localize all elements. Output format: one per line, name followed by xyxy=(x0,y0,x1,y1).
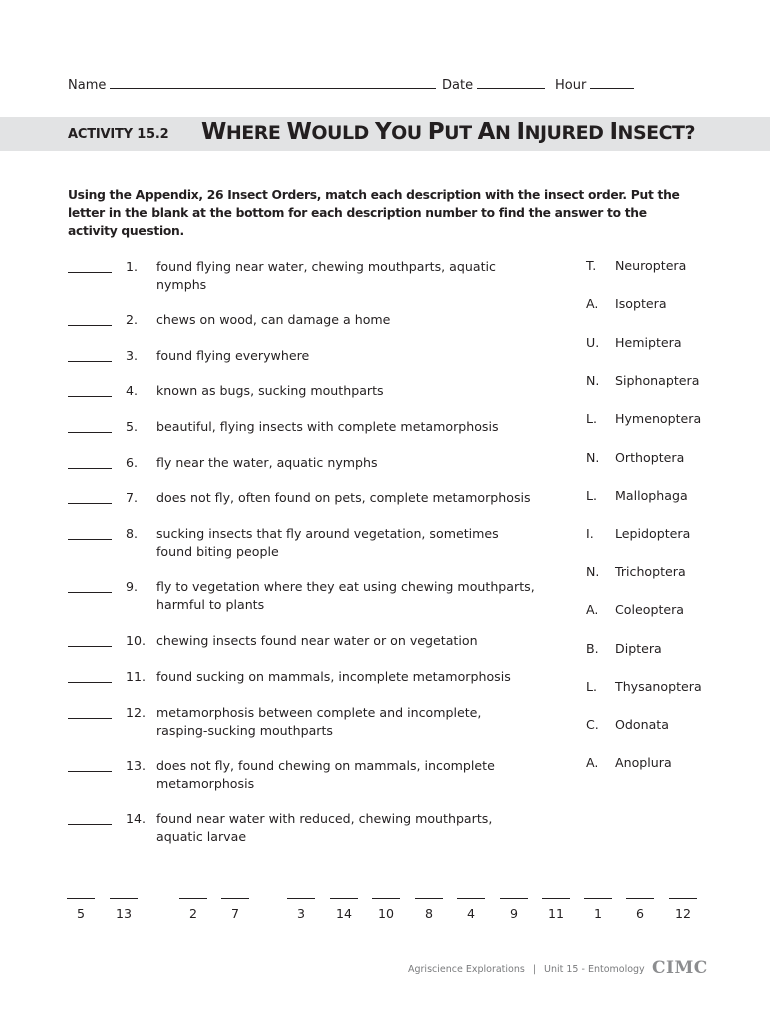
activity-label: ACTIVITY 15.2 xyxy=(68,127,169,142)
question-number: 7. xyxy=(126,490,139,505)
final-blank-number: 13 xyxy=(115,906,133,921)
final-blank[interactable] xyxy=(330,896,358,921)
option-order: Diptera xyxy=(615,641,662,656)
answer-blank[interactable] xyxy=(68,325,112,326)
question-number: 12. xyxy=(126,705,147,720)
final-blank[interactable] xyxy=(584,896,612,921)
option-letter: A. xyxy=(586,602,599,617)
instructions: Using the Appendix, 26 Insect Orders, match each description with the insect order. Put the letter in the blank at the bottom for each description number to find the answer to the activity question. xyxy=(68,188,680,238)
question-number: 8. xyxy=(126,526,139,541)
option-order: Hemiptera xyxy=(615,335,682,350)
name-line[interactable] xyxy=(110,76,436,89)
final-blank[interactable] xyxy=(415,896,443,921)
final-blank[interactable] xyxy=(221,896,249,921)
final-blank-number: 12 xyxy=(674,906,692,921)
final-blank-number: 3 xyxy=(296,906,305,921)
answer-blank[interactable] xyxy=(68,682,112,683)
option-letter: A. xyxy=(586,296,599,311)
question-number: 14. xyxy=(126,811,147,826)
page-title xyxy=(201,119,695,145)
title-cap: I xyxy=(609,119,618,145)
option-order: Odonata xyxy=(615,717,669,732)
answer-blank[interactable] xyxy=(68,646,112,647)
option-letter: L. xyxy=(586,679,598,694)
name-label: Name xyxy=(68,78,107,93)
question-number: 10. xyxy=(126,633,147,648)
final-blank-number: 7 xyxy=(230,906,239,921)
answer-blank[interactable] xyxy=(68,718,112,719)
option-letter: B. xyxy=(586,641,599,656)
title-cap: Y xyxy=(374,119,392,145)
question-text: found sucking on mammals, incomplete metamorphosis xyxy=(156,669,511,684)
final-blank-number: 4 xyxy=(466,906,475,921)
footer-book: Agriscience Explorations xyxy=(408,964,525,975)
option-order: Hymenoptera xyxy=(615,411,702,426)
question-number: 13. xyxy=(126,758,147,773)
question-number: 3. xyxy=(126,348,139,363)
final-blank-number: 8 xyxy=(424,906,433,921)
question-text: found flying near water, chewing mouthparts, aquatic nymphs xyxy=(156,259,496,292)
question-number: 4. xyxy=(126,383,139,398)
answer-blank[interactable] xyxy=(68,361,112,362)
title-part: OULD xyxy=(311,122,375,144)
hour-line[interactable] xyxy=(590,76,634,89)
question-number: 5. xyxy=(126,419,139,434)
answer-blank[interactable] xyxy=(68,468,112,469)
question-text: does not fly, found chewing on mammals, incomplete metamorphosis xyxy=(156,758,495,791)
option-order: Trichoptera xyxy=(615,564,686,579)
final-blank[interactable] xyxy=(179,896,207,921)
option-letter: N. xyxy=(586,373,600,388)
answer-blank[interactable] xyxy=(68,824,112,825)
question-text: beautiful, flying insects with complete metamorphosis xyxy=(156,419,499,434)
hour-label: Hour xyxy=(555,78,587,93)
final-blank[interactable] xyxy=(67,896,95,921)
option-order: Anoplura xyxy=(615,755,672,770)
option-order: Lepidoptera xyxy=(615,526,691,541)
final-blank-number: 5 xyxy=(76,906,85,921)
question-text: fly near the water, aquatic nymphs xyxy=(156,455,378,470)
title-part: NJURED xyxy=(524,122,610,144)
final-blank-number: 14 xyxy=(335,906,353,921)
final-blank[interactable] xyxy=(542,896,570,921)
option-letter: N. xyxy=(586,450,600,465)
final-blank[interactable] xyxy=(287,896,315,921)
final-blank[interactable] xyxy=(110,896,138,921)
option-order: Coleoptera xyxy=(615,602,685,617)
question-number: 11. xyxy=(126,669,147,684)
final-blank-number: 2 xyxy=(188,906,197,921)
footer-separator: | xyxy=(532,964,537,975)
title-cap: A xyxy=(477,119,495,145)
option-letter: C. xyxy=(586,717,599,732)
name-field xyxy=(68,76,436,93)
final-blank[interactable] xyxy=(457,896,485,921)
final-blank-number: 9 xyxy=(509,906,518,921)
title-cap: W xyxy=(201,119,226,145)
title-cap: P xyxy=(427,119,445,145)
option-letter: L. xyxy=(586,488,598,503)
final-blank[interactable] xyxy=(500,896,528,921)
question-text: fly to vegetation where they eat using chewing mouthparts, harmful to plants xyxy=(156,579,535,612)
title-part: N xyxy=(494,122,517,144)
final-blank[interactable] xyxy=(669,896,697,921)
answer-blank[interactable] xyxy=(68,272,112,273)
title-cap: W xyxy=(286,119,312,145)
answer-blank[interactable] xyxy=(68,432,112,433)
option-order: Orthoptera xyxy=(615,450,685,465)
question-text: found flying everywhere xyxy=(156,348,310,363)
question-text: found near water with reduced, chewing mouthparts, aquatic larvae xyxy=(156,811,493,844)
option-letter: T. xyxy=(586,258,597,273)
footer xyxy=(408,964,645,975)
title-part: OU xyxy=(391,122,428,144)
question-number: 6. xyxy=(126,455,139,470)
option-letter: I. xyxy=(586,526,594,541)
final-blank-number: 10 xyxy=(377,906,395,921)
cimc-logo: CIMC xyxy=(652,958,708,978)
option-letter: N. xyxy=(586,564,600,579)
option-order: Mallophaga xyxy=(615,488,688,503)
footer-unit: Unit 15 - Entomology xyxy=(544,964,645,975)
date-field xyxy=(442,76,545,93)
option-letter: U. xyxy=(586,335,600,350)
final-blank[interactable] xyxy=(372,896,400,921)
date-label: Date xyxy=(442,78,474,93)
answer-blank[interactable] xyxy=(68,396,112,397)
final-blank-number: 11 xyxy=(547,906,565,921)
answer-blank[interactable] xyxy=(68,503,112,504)
question-number: 9. xyxy=(126,579,139,594)
answer-blank[interactable] xyxy=(68,539,112,540)
option-order: Thysanoptera xyxy=(615,679,702,694)
option-letter: A. xyxy=(586,755,599,770)
question-text: chewing insects found near water or on vegetation xyxy=(156,633,478,648)
final-blank-number: 1 xyxy=(593,906,602,921)
question-number: 2. xyxy=(126,312,139,327)
title-part: NSECT? xyxy=(617,122,696,144)
title-part: UT xyxy=(444,122,478,144)
option-order: Siphonaptera xyxy=(615,373,700,388)
date-line[interactable] xyxy=(477,76,545,89)
question-text: known as bugs, sucking mouthparts xyxy=(156,383,384,398)
question-number: 1. xyxy=(126,259,139,274)
question-text: metamorphosis between complete and incomplete, rasping-sucking mouthparts xyxy=(156,705,482,738)
final-blank-number: 6 xyxy=(635,906,644,921)
title-cap: I xyxy=(516,119,525,145)
option-order: Isoptera xyxy=(615,296,667,311)
option-letter: L. xyxy=(586,411,598,426)
hour-field xyxy=(555,76,634,93)
title-part: HERE xyxy=(225,122,287,144)
answer-blank[interactable] xyxy=(68,771,112,772)
answer-blank[interactable] xyxy=(68,592,112,593)
question-text: sucking insects that fly around vegetation, sometimes found biting people xyxy=(156,526,499,559)
question-text: chews on wood, can damage a home xyxy=(156,312,391,327)
question-text: does not fly, often found on pets, complete metamorphosis xyxy=(156,490,531,505)
final-blank[interactable] xyxy=(626,896,654,921)
option-order: Neuroptera xyxy=(615,258,687,273)
